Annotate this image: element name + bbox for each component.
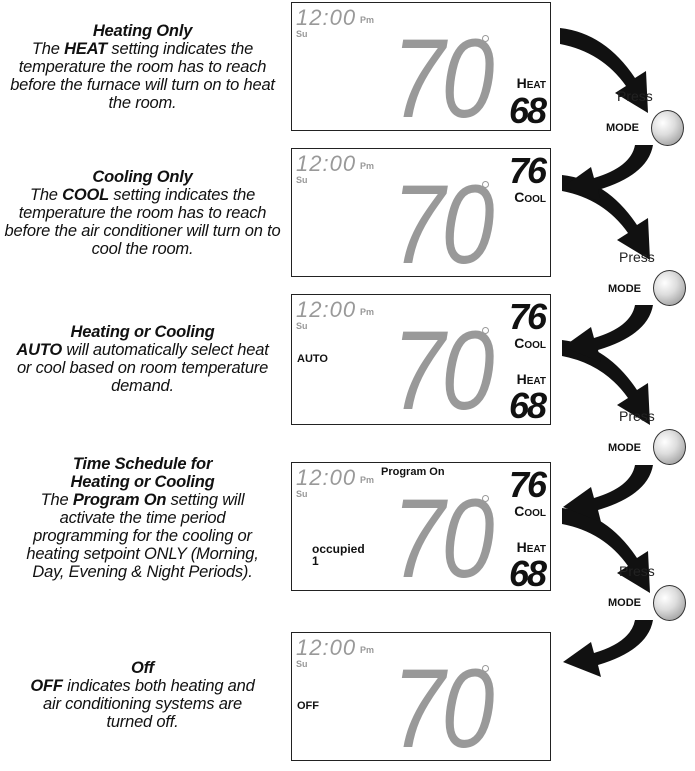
program-on: Program On	[381, 466, 445, 478]
keyword: Program On	[72, 491, 167, 509]
mode-button[interactable]	[653, 585, 686, 621]
section-title: Heating Only	[92, 22, 193, 40]
press-label: Press	[619, 249, 655, 265]
section-title: Heating or Cooling	[70, 323, 215, 341]
mode-button[interactable]	[651, 110, 684, 146]
day: Su	[296, 29, 308, 39]
room-temp: 70	[392, 16, 492, 141]
clock: 12:00	[296, 5, 357, 30]
room-temp: 70	[392, 476, 492, 601]
heat-label: Heat	[516, 539, 546, 555]
text: setting will activate the time period programming for the cooling or heating setpoint ONLY (Morning, Day, Evening & Night Periods).	[26, 491, 259, 581]
mode-button[interactable]	[653, 429, 686, 465]
keyword: OFF	[30, 677, 63, 695]
keyword: HEAT	[64, 40, 108, 58]
keyword: COOL	[62, 186, 110, 204]
pm: Pm	[360, 15, 375, 25]
mode-label: MODE	[608, 442, 641, 454]
text: setting indicates the temperature the room has to reach before the furnace will turn on to heat the room.	[10, 40, 275, 112]
text: indicates both heating and air conditioning systems are turned off.	[43, 677, 255, 731]
keyword: AUTO	[16, 341, 63, 359]
text: The	[31, 40, 65, 58]
section-title: Cooling Only	[92, 168, 193, 186]
section-title: Time Schedule for Heating or Cooling	[70, 455, 215, 491]
day: Su	[296, 489, 308, 499]
pm: Pm	[360, 645, 375, 655]
cool-label: Cool	[514, 189, 546, 205]
press-label: Press	[619, 563, 655, 579]
clock: 12:00	[296, 151, 357, 176]
period-number: 1	[312, 554, 319, 568]
cool-label: Cool	[514, 503, 546, 519]
pm: Pm	[360, 161, 375, 171]
heat-label: Heat	[516, 371, 546, 387]
occupied: occupied	[312, 542, 365, 556]
mode-off: OFF	[297, 700, 319, 712]
heat-label: Heat	[516, 75, 546, 91]
room-temp: 70	[392, 308, 492, 433]
heat-setpoint: 68	[508, 90, 545, 131]
mode-label: MODE	[608, 283, 641, 295]
cool-label: Cool	[514, 335, 546, 351]
cool-setpoint: 76	[508, 464, 545, 505]
day: Su	[296, 175, 308, 185]
clock: 12:00	[296, 465, 357, 490]
cool-setpoint: 76	[508, 296, 545, 337]
mode-button[interactable]	[653, 270, 686, 306]
day: Su	[296, 321, 308, 331]
text: The	[40, 491, 73, 509]
press-label: Press	[619, 408, 655, 424]
room-temp: 70	[392, 646, 492, 771]
text: setting indicates the temperature the room has to reach before the air conditioner will turn on to cool the room.	[4, 186, 281, 258]
arrow-down-left-icon	[563, 620, 653, 677]
section-title: Off	[131, 659, 154, 677]
arrow-down-right-icon	[562, 508, 650, 593]
heat-setpoint: 68	[508, 385, 545, 426]
mode-label: MODE	[608, 597, 641, 609]
pm: Pm	[360, 307, 375, 317]
cool-setpoint: 76	[508, 150, 545, 191]
mode-label: MODE	[606, 122, 639, 134]
clock: 12:00	[296, 297, 357, 322]
room-temp: 70	[392, 162, 492, 287]
text: The	[29, 186, 63, 204]
press-label: Press	[617, 88, 653, 104]
text: will automatically select heat or cool based on room temperature demand.	[16, 341, 269, 395]
mode-auto: AUTO	[297, 353, 328, 365]
clock: 12:00	[296, 635, 357, 660]
pm: Pm	[360, 475, 375, 485]
heat-setpoint: 68	[508, 553, 545, 594]
day: Su	[296, 659, 308, 669]
